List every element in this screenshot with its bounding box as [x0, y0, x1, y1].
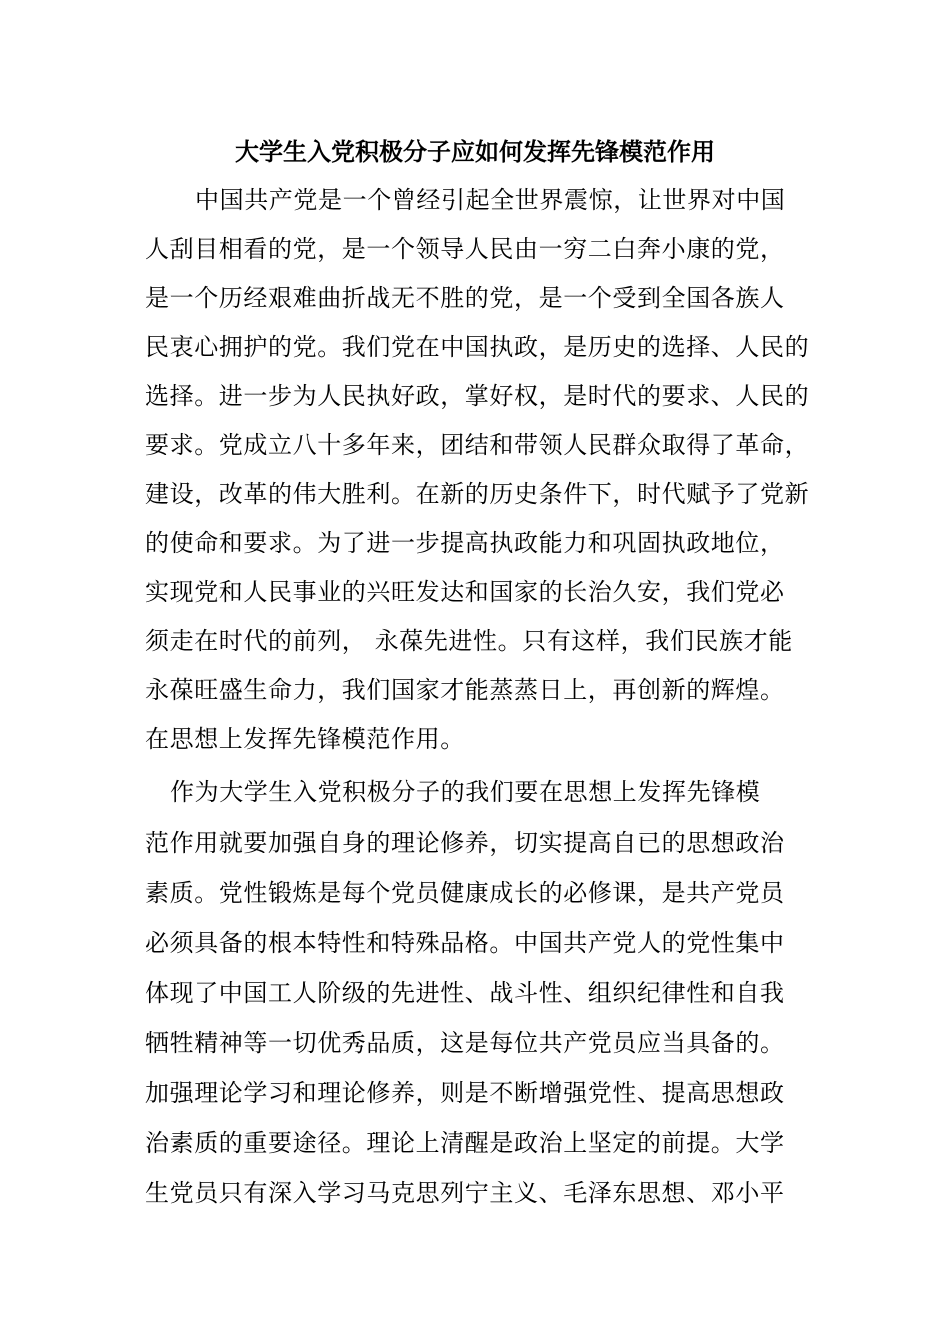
paragraph-line: 素质。党性锻炼是每个党员健康成长的必修课，是共产党员 [145, 879, 785, 907]
paragraph-line: 民衷心拥护的党。我们党在中国执政，是历史的选择、人民的 [145, 333, 810, 361]
paragraph-line: 体现了中国工人阶级的先进性、战斗性、组织纪律性和自我 [145, 979, 785, 1007]
paragraph-line: 加强理论学习和理论修养，则是不断增强党性、提高思想政 [145, 1079, 785, 1107]
paragraph-line: 永葆旺盛生命力，我们国家才能蒸蒸日上，再创新的辉煌。 [145, 676, 785, 704]
paragraph-line: 的使命和要求。为了进一步提高执政能力和巩固执政地位， [145, 529, 785, 557]
paragraph-line: 必须具备的根本特性和特殊品格。中国共产党人的党性集中 [145, 929, 785, 957]
paragraph-line: 实现党和人民事业的兴旺发达和国家的长治久安，我们党必 [145, 578, 785, 606]
paragraph-line: 选择。进一步为人民执好政，掌好权，是时代的要求、人民的 [145, 382, 810, 410]
paragraph-line: 要求。党成立八十多年来，团结和带领人民群众取得了革命， [145, 431, 810, 459]
paragraph-line: 在思想上发挥先锋模范作用。 [145, 725, 465, 753]
paragraph-line: 范作用就要加强自身的理论修养，切实提高自已的思想政治 [145, 829, 785, 857]
paragraph-line: 建设，改革的伟大胜利。在新的历史条件下，时代赋予了党新 [145, 480, 810, 508]
paragraph-line: 作为大学生入党积极分子的我们要在思想上发挥先锋模 [170, 778, 761, 806]
paragraph-line: 须走在时代的前列， 永葆先进性。只有这样，我们民族才能 [145, 627, 793, 655]
paragraph-line: 中国共产党是一个曾经引起全世界震惊，让世界对中国 [195, 186, 786, 214]
paragraph-line: 人刮目相看的党，是一个领导人民由一穷二白奔小康的党， [145, 235, 785, 263]
document-title: 大学生入党积极分子应如何发挥先锋模范作用 [235, 137, 715, 166]
paragraph-line: 牺牲精神等一切优秀品质，这是每位共产党员应当具备的。 [145, 1029, 785, 1057]
paragraph-line: 生党员只有深入学习马克思列宁主义、毛泽东思想、邓小平 [145, 1179, 785, 1207]
paragraph-line: 治素质的重要途径。理论上清醒是政治上坚定的前提。大学 [145, 1129, 785, 1157]
paragraph-line: 是一个历经艰难曲折战无不胜的党，是一个受到全国各族人 [145, 284, 785, 312]
